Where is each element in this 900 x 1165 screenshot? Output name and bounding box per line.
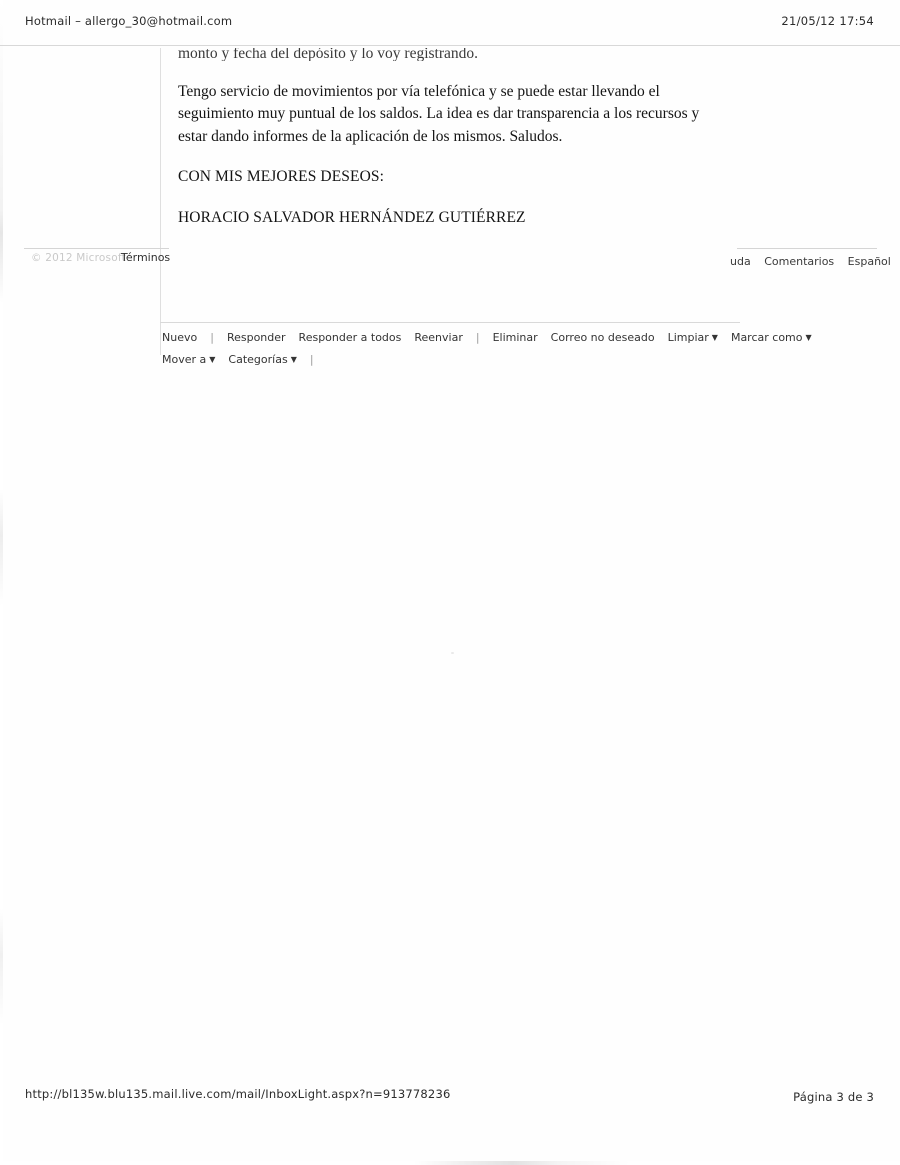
footer-link-comentarios[interactable]: Comentarios <box>764 255 835 268</box>
email-closing: CON MIS MEJORES DESEOS: <box>178 168 384 186</box>
copyright-text: © 2012 Microsoft <box>31 252 126 264</box>
email-body <box>178 48 708 247</box>
cmd-separator-1: | <box>210 330 214 344</box>
footer-link-idioma[interactable]: Español <box>847 255 891 268</box>
email-clipped-line <box>178 48 708 61</box>
cmd-marcar-como[interactable] <box>731 331 812 344</box>
command-bar-row-2 <box>160 348 760 370</box>
cmd-reenviar[interactable]: Reenviar <box>414 330 463 344</box>
print-footer-url: http://bl135w.blu135.mail.live.com/mail/InboxLight.aspx?n=913778236 <box>25 1087 451 1101</box>
email-paragraph-1: Tengo servicio de movimientos por vía telefónica y se puede estar llevando el seguimiento muy puntual de los saldos. La idea es dar transparencia a los recursos y estar dando informes de la aplicación de los mismos. Saludos. <box>178 83 700 145</box>
cmd-nuevo[interactable]: Nuevo <box>162 330 198 344</box>
print-footer-page-number: Página 3 de 3 <box>793 1090 874 1104</box>
print-header-account: Hotmail – allergo_30@hotmail.com <box>25 14 233 28</box>
email-clipped-line-text: monto y fecha del depósito y lo voy registrando. <box>178 48 479 61</box>
footer-divider-left <box>24 248 169 249</box>
footer-links <box>730 255 891 268</box>
cmd-limpiar-label: Limpiar <box>667 330 709 344</box>
cmd-responder-a-todos[interactable]: Responder a todos <box>298 330 402 344</box>
cmd-correo-no-deseado[interactable]: Correo no deseado <box>550 330 655 344</box>
cmd-separator-3: | <box>309 352 314 366</box>
hotmail-footer-strip <box>0 248 900 278</box>
footer-divider-right <box>737 248 877 249</box>
email-signature-name: HORACIO SALVADOR HERNÁNDEZ GUTIÉRREZ <box>178 208 526 226</box>
scan-edge-left <box>0 0 3 1165</box>
chevron-down-icon: ▼ <box>209 354 216 364</box>
print-header-timestamp: 21/05/12 17:54 <box>781 14 874 28</box>
print-header <box>0 14 900 44</box>
command-bar-divider <box>160 322 740 323</box>
cmd-eliminar[interactable]: Eliminar <box>492 330 538 344</box>
cmd-categorias-label: Categorías <box>228 352 288 366</box>
cmd-limpiar[interactable] <box>668 331 718 344</box>
footer-link-ayuda[interactable]: uda <box>730 255 751 268</box>
cmd-marcar-como-label: Marcar como <box>730 330 803 344</box>
header-divider <box>0 45 900 46</box>
print-footer <box>0 1087 900 1107</box>
cmd-responder[interactable]: Responder <box>226 330 286 344</box>
scan-speck <box>451 652 454 654</box>
chevron-down-icon: ▼ <box>805 332 812 342</box>
cmd-mover-a[interactable] <box>162 353 215 366</box>
scan-edge-bottom <box>0 1161 900 1165</box>
cmd-categorias[interactable] <box>228 353 296 366</box>
terms-link[interactable]: Términos <box>121 251 171 264</box>
command-bar-row-1 <box>160 326 812 348</box>
command-bar <box>160 326 812 370</box>
chevron-down-icon: ▼ <box>290 354 297 364</box>
chevron-down-icon: ▼ <box>711 332 718 342</box>
cmd-mover-a-label: Mover a <box>162 352 207 366</box>
cmd-separator-2: | <box>475 330 480 344</box>
